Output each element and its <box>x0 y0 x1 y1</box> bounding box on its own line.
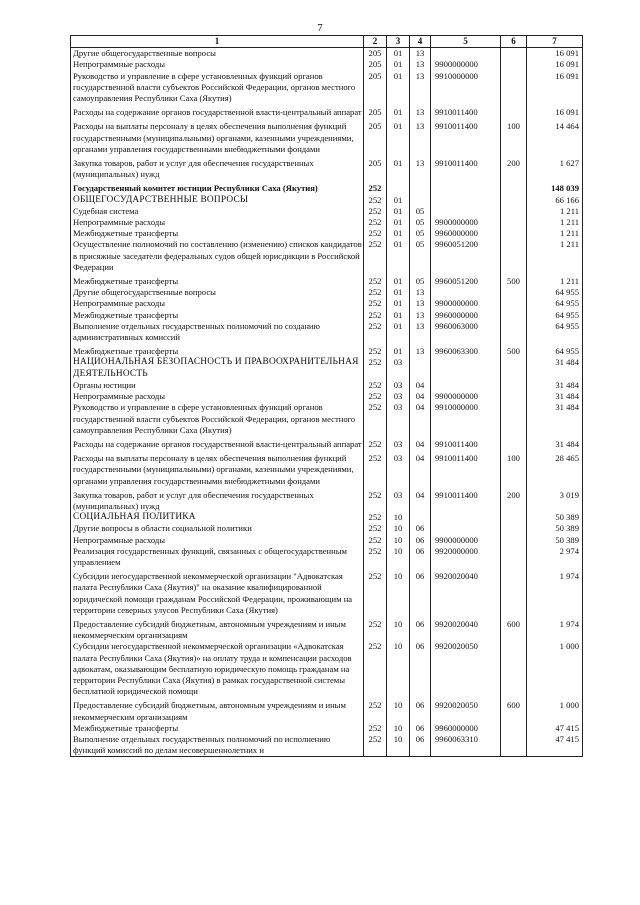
subsection-code: 06 <box>410 697 431 722</box>
item-name: Непрограммные расходы <box>71 298 364 309</box>
item-name: Реализация государственных функций, связанных с общегосударственным управлением <box>71 546 364 568</box>
item-name: Непрограммные расходы <box>71 535 364 546</box>
item-name: Непрограммные расходы <box>71 217 364 228</box>
target-article-code <box>431 357 501 379</box>
section-code: 01 <box>387 343 410 357</box>
target-article-code: 9910000000 <box>431 71 501 105</box>
expense-type-code <box>501 287 527 298</box>
amount: 16 091 <box>527 59 583 70</box>
subsection-code: 06 <box>410 616 431 641</box>
section-code: 10 <box>387 723 410 734</box>
expense-type-code: 500 <box>501 273 527 287</box>
amount: 64 955 <box>527 321 583 343</box>
subsection-code: 04 <box>410 402 431 436</box>
table-row <box>71 48 583 60</box>
header-cell: 2 <box>364 36 387 48</box>
section-code: 01 <box>387 206 410 217</box>
section-code: 10 <box>387 568 410 616</box>
admin-code: 252 <box>364 357 387 379</box>
header-cell: 3 <box>387 36 410 48</box>
table-row <box>71 487 583 512</box>
amount: 1 211 <box>527 206 583 217</box>
item-name: Межбюджетные трансферты <box>71 273 364 287</box>
subsection-code: 04 <box>410 450 431 487</box>
section-code: 01 <box>387 59 410 70</box>
item-name: Расходы на содержание органов государственной власти-центральный аппарат <box>71 104 364 118</box>
section-code: 01 <box>387 217 410 228</box>
amount: 31 484 <box>527 380 583 391</box>
item-name: Расходы на выплаты персоналу в целях обеспечения выполнения функций государственными (муниципальными) органами, казенными учреждениями, органами управления государственными внебюджетными фондами <box>71 450 364 487</box>
target-article-code: 9960051200 <box>431 239 501 273</box>
expense-type-code <box>501 239 527 273</box>
subsection-code: 04 <box>410 436 431 450</box>
expense-type-code <box>501 59 527 70</box>
header-cell: 1 <box>71 36 364 48</box>
amount: 3 019 <box>527 487 583 512</box>
item-name: Предоставление субсидий бюджетным, автономным учреждениям и иным некоммерческим организациям <box>71 697 364 722</box>
expense-type-code: 100 <box>501 450 527 487</box>
amount: 64 955 <box>527 298 583 309</box>
subsection-code: 13 <box>410 59 431 70</box>
target-article-code: 9900000000 <box>431 298 501 309</box>
admin-code: 252 <box>364 228 387 239</box>
target-article-code: 9910011400 <box>431 104 501 118</box>
expense-type-code: 600 <box>501 616 527 641</box>
amount: 1 974 <box>527 616 583 641</box>
admin-code: 252 <box>364 287 387 298</box>
header-cell: 7 <box>527 36 583 48</box>
item-name: Другие вопросы в области социальной политики <box>71 523 364 534</box>
section-code: 10 <box>387 546 410 568</box>
amount: 28 465 <box>527 450 583 487</box>
admin-code: 252 <box>364 195 387 206</box>
item-name: Межбюджетные трансферты <box>71 228 364 239</box>
section-code: 01 <box>387 118 410 155</box>
item-name: ОБЩЕГОСУДАРСТВЕННЫЕ ВОПРОСЫ <box>71 195 364 206</box>
section-code: 10 <box>387 535 410 546</box>
target-article-code <box>431 380 501 391</box>
expense-type-code <box>501 48 527 60</box>
table-row <box>71 391 583 402</box>
table-row <box>71 697 583 722</box>
item-name: Расходы на выплаты персоналу в целях обеспечения выполнения функций государственными (муниципальными) органами, казенными учреждениями, органами управления государственными внебюджетными фондами <box>71 118 364 155</box>
admin-code: 252 <box>364 217 387 228</box>
expense-type-code <box>501 734 527 757</box>
item-name: НАЦИОНАЛЬНАЯ БЕЗОПАСНОСТЬ И ПРАВООХРАНИТЕЛЬНАЯ ДЕЯТЕЛЬНОСТЬ <box>71 357 364 379</box>
target-article-code <box>431 523 501 534</box>
subsection-code <box>410 195 431 206</box>
table-row <box>71 273 583 287</box>
admin-code: 252 <box>364 310 387 321</box>
section-code: 03 <box>387 402 410 436</box>
admin-code: 205 <box>364 155 387 180</box>
expense-type-code <box>501 535 527 546</box>
table-row <box>71 450 583 487</box>
section-code: 01 <box>387 273 410 287</box>
admin-code: 205 <box>364 59 387 70</box>
table-row <box>71 310 583 321</box>
expense-type-code: 100 <box>501 118 527 155</box>
item-name: Судебная система <box>71 206 364 217</box>
table-row <box>71 298 583 309</box>
table-row <box>71 546 583 568</box>
table-row <box>71 343 583 357</box>
item-name: Органы юстиции <box>71 380 364 391</box>
table-row <box>71 512 583 523</box>
amount: 16 091 <box>527 48 583 60</box>
target-article-code: 9960000000 <box>431 723 501 734</box>
subsection-code <box>410 357 431 379</box>
expense-type-code <box>501 228 527 239</box>
admin-code: 252 <box>364 343 387 357</box>
target-article-code: 9910000000 <box>431 402 501 436</box>
amount: 1 211 <box>527 217 583 228</box>
target-article-code <box>431 206 501 217</box>
admin-code: 205 <box>364 48 387 60</box>
expense-type-code: 500 <box>501 343 527 357</box>
item-name: Межбюджетные трансферты <box>71 310 364 321</box>
section-code: 01 <box>387 155 410 180</box>
target-article-code: 9960063310 <box>431 734 501 757</box>
admin-code: 252 <box>364 402 387 436</box>
table-row <box>71 568 583 616</box>
table-row <box>71 402 583 436</box>
subsection-code: 13 <box>410 155 431 180</box>
section-code: 01 <box>387 104 410 118</box>
table-row <box>71 616 583 641</box>
admin-code: 252 <box>364 512 387 523</box>
expense-type-code <box>501 641 527 697</box>
section-code: 10 <box>387 734 410 757</box>
subsection-code: 13 <box>410 287 431 298</box>
section-code: 10 <box>387 616 410 641</box>
amount: 16 091 <box>527 71 583 105</box>
target-article-code <box>431 512 501 523</box>
table-row <box>71 118 583 155</box>
subsection-code: 13 <box>410 71 431 105</box>
table-row <box>71 436 583 450</box>
expense-type-code <box>501 380 527 391</box>
subsection-code: 04 <box>410 391 431 402</box>
expense-type-code <box>501 723 527 734</box>
table-row <box>71 195 583 206</box>
section-code: 10 <box>387 697 410 722</box>
expense-type-code: 600 <box>501 697 527 722</box>
admin-code: 252 <box>364 487 387 512</box>
item-name: Осуществление полномочий по составлению (изменению) списков кандидатов в присяжные заседатели федеральных судов общей юрисдикции в Российской Федерации <box>71 239 364 273</box>
admin-code: 252 <box>364 239 387 273</box>
subsection-code: 05 <box>410 273 431 287</box>
subsection-code: 05 <box>410 239 431 273</box>
section-code: 03 <box>387 380 410 391</box>
amount: 50 389 <box>527 535 583 546</box>
target-article-code: 9910011400 <box>431 155 501 180</box>
target-article-code: 9920020050 <box>431 641 501 697</box>
table-row <box>71 155 583 180</box>
item-name: Субсидии негосударственной некоммерческой организации «Адвокатская палата Республики Саха (Якутия)» на оплату труда и компенсации расходов адвокатам, оказывающим бесплатную юридическую помощь гражданам на территории Республики Саха (Якутия) в рамках государственной системы бесплатной юридической помощи <box>71 641 364 697</box>
section-code: 03 <box>387 436 410 450</box>
table-row <box>71 523 583 534</box>
admin-code: 252 <box>364 273 387 287</box>
section-code: 01 <box>387 298 410 309</box>
amount: 1 974 <box>527 568 583 616</box>
amount: 47 415 <box>527 723 583 734</box>
amount: 64 955 <box>527 343 583 357</box>
admin-code: 252 <box>364 391 387 402</box>
section-code: 01 <box>387 195 410 206</box>
expense-type-code <box>501 206 527 217</box>
item-name: Государственный комитет юстиции Республики Саха (Якутия) <box>71 180 364 194</box>
subsection-code: 13 <box>410 104 431 118</box>
admin-code: 252 <box>364 535 387 546</box>
budget-table <box>70 35 583 757</box>
target-article-code: 9920000000 <box>431 546 501 568</box>
target-article-code: 9920020050 <box>431 697 501 722</box>
target-article-code: 9960000000 <box>431 228 501 239</box>
item-name: Непрограммные расходы <box>71 391 364 402</box>
expense-type-code <box>501 195 527 206</box>
amount: 14 464 <box>527 118 583 155</box>
item-name: СОЦИАЛЬНАЯ ПОЛИТИКА <box>71 512 364 523</box>
item-name: Расходы на содержание органов государственной власти-центральный аппарат <box>71 436 364 450</box>
target-article-code: 9910011400 <box>431 450 501 487</box>
admin-code: 252 <box>364 523 387 534</box>
item-name: Руководство и управление в сфере установленных функций органов государственной власти субъектов Российской Федерации, органов местного самоуправления Республики Саха (Якутия) <box>71 71 364 105</box>
item-name: Непрограммные расходы <box>71 59 364 70</box>
item-name: Закупка товаров, работ и услуг для обеспечения государственных (муниципальных) нужд <box>71 155 364 180</box>
expense-type-code: 200 <box>501 155 527 180</box>
target-article-code: 9900000000 <box>431 59 501 70</box>
target-article-code: 9920020040 <box>431 616 501 641</box>
subsection-code: 13 <box>410 321 431 343</box>
table-row <box>71 357 583 379</box>
expense-type-code <box>501 298 527 309</box>
section-code: 10 <box>387 512 410 523</box>
amount: 1 000 <box>527 697 583 722</box>
target-article-code: 9910011400 <box>431 436 501 450</box>
admin-code: 252 <box>364 180 387 194</box>
admin-code: 252 <box>364 206 387 217</box>
admin-code: 205 <box>364 118 387 155</box>
expense-type-code <box>501 512 527 523</box>
table-row <box>71 287 583 298</box>
subsection-code <box>410 180 431 194</box>
target-article-code <box>431 180 501 194</box>
section-code: 10 <box>387 641 410 697</box>
subsection-code: 05 <box>410 228 431 239</box>
subsection-code: 04 <box>410 487 431 512</box>
table-row <box>71 535 583 546</box>
expense-type-code <box>501 402 527 436</box>
target-article-code: 9910011400 <box>431 118 501 155</box>
expense-type-code: 200 <box>501 487 527 512</box>
table-row <box>71 104 583 118</box>
table-row <box>71 723 583 734</box>
admin-code: 252 <box>364 734 387 757</box>
target-article-code: 9960000000 <box>431 310 501 321</box>
admin-code: 252 <box>364 697 387 722</box>
item-name: Межбюджетные трансферты <box>71 343 364 357</box>
admin-code: 252 <box>364 641 387 697</box>
section-code: 01 <box>387 239 410 273</box>
admin-code: 252 <box>364 436 387 450</box>
item-name: Руководство и управление в сфере установленных функций органов государственной власти субъектов Российской Федерации, органов местного самоуправления Республики Саха (Якутия) <box>71 402 364 436</box>
admin-code: 252 <box>364 298 387 309</box>
admin-code: 205 <box>364 71 387 105</box>
amount: 2 974 <box>527 546 583 568</box>
table-row <box>71 239 583 273</box>
target-article-code <box>431 195 501 206</box>
expense-type-code <box>501 546 527 568</box>
expense-type-code <box>501 357 527 379</box>
item-name: Субсидии негосударственной некоммерческой организации "Адвокатская палата Республики Саха (Якутия)" на оказание квалифицированной юридической помощи гражданам Российской Федерации, проживающим на территории северных улусов Республики Саха (Якутия) <box>71 568 364 616</box>
item-name: Закупка товаров, работ и услуг для обеспечения государственных (муниципальных) нужд <box>71 487 364 512</box>
section-code: 01 <box>387 310 410 321</box>
expense-type-code <box>501 523 527 534</box>
expense-type-code <box>501 310 527 321</box>
amount: 1 211 <box>527 273 583 287</box>
subsection-code: 13 <box>410 298 431 309</box>
amount: 64 955 <box>527 287 583 298</box>
subsection-code: 13 <box>410 310 431 321</box>
subsection-code: 06 <box>410 723 431 734</box>
subsection-code: 05 <box>410 217 431 228</box>
table-row <box>71 180 583 194</box>
amount: 1 211 <box>527 239 583 273</box>
table-header <box>71 36 583 48</box>
subsection-code: 06 <box>410 734 431 757</box>
header-cell: 5 <box>431 36 501 48</box>
section-code: 01 <box>387 71 410 105</box>
table-body <box>71 48 583 757</box>
target-article-code: 9960063300 <box>431 343 501 357</box>
item-name: Выполнение отдельных государственных полномочий по созданию административных комиссий <box>71 321 364 343</box>
subsection-code <box>410 512 431 523</box>
target-article-code: 9900000000 <box>431 535 501 546</box>
expense-type-code <box>501 436 527 450</box>
subsection-code: 06 <box>410 546 431 568</box>
expense-type-code <box>501 568 527 616</box>
item-name: Другие общегосударственные вопросы <box>71 287 364 298</box>
admin-code: 205 <box>364 104 387 118</box>
section-code: 01 <box>387 48 410 60</box>
target-article-code: 9960063000 <box>431 321 501 343</box>
target-article-code: 9900000000 <box>431 217 501 228</box>
admin-code: 252 <box>364 450 387 487</box>
target-article-code: 9920020040 <box>431 568 501 616</box>
section-code: 03 <box>387 357 410 379</box>
subsection-code: 04 <box>410 380 431 391</box>
subsection-code: 06 <box>410 523 431 534</box>
section-code: 03 <box>387 450 410 487</box>
table-row <box>71 321 583 343</box>
admin-code: 252 <box>364 546 387 568</box>
subsection-code: 13 <box>410 343 431 357</box>
amount: 50 389 <box>527 523 583 534</box>
header-cell: 4 <box>410 36 431 48</box>
item-name: Выполнение отдельных государственных полномочий по исполнению функций комиссий по делам несовершеннолетних и <box>71 734 364 757</box>
amount: 31 484 <box>527 402 583 436</box>
expense-type-code <box>501 104 527 118</box>
admin-code: 252 <box>364 723 387 734</box>
item-name: Предоставление субсидий бюджетным, автономным учреждениям и иным некоммерческим организациям <box>71 616 364 641</box>
admin-code: 252 <box>364 380 387 391</box>
subsection-code: 13 <box>410 118 431 155</box>
expense-type-code <box>501 71 527 105</box>
subsection-code: 06 <box>410 641 431 697</box>
table-row <box>71 71 583 105</box>
subsection-code: 05 <box>410 206 431 217</box>
amount: 148 039 <box>527 180 583 194</box>
table-row <box>71 59 583 70</box>
subsection-code: 06 <box>410 535 431 546</box>
expense-type-code <box>501 391 527 402</box>
section-code: 03 <box>387 487 410 512</box>
expense-type-code <box>501 180 527 194</box>
admin-code: 252 <box>364 568 387 616</box>
admin-code: 252 <box>364 616 387 641</box>
amount: 50 389 <box>527 512 583 523</box>
amount: 47 415 <box>527 734 583 757</box>
table-row <box>71 217 583 228</box>
target-article-code: 9910011400 <box>431 487 501 512</box>
table-row <box>71 228 583 239</box>
target-article-code <box>431 287 501 298</box>
amount: 66 166 <box>527 195 583 206</box>
section-code: 01 <box>387 287 410 298</box>
subsection-code: 13 <box>410 48 431 60</box>
section-code: 01 <box>387 228 410 239</box>
section-code <box>387 180 410 194</box>
admin-code: 252 <box>364 321 387 343</box>
table-row <box>71 641 583 697</box>
table-row <box>71 206 583 217</box>
item-name: Межбюджетные трансферты <box>71 723 364 734</box>
target-article-code: 9960051200 <box>431 273 501 287</box>
amount: 31 484 <box>527 357 583 379</box>
amount: 16 091 <box>527 104 583 118</box>
table-row <box>71 380 583 391</box>
amount: 31 484 <box>527 436 583 450</box>
target-article-code <box>431 48 501 60</box>
section-code: 10 <box>387 523 410 534</box>
amount: 1 000 <box>527 641 583 697</box>
target-article-code: 9900000000 <box>431 391 501 402</box>
table-row <box>71 734 583 757</box>
section-code: 01 <box>387 321 410 343</box>
header-cell: 6 <box>501 36 527 48</box>
expense-type-code <box>501 217 527 228</box>
section-code: 03 <box>387 391 410 402</box>
page-number: 7 <box>317 22 323 34</box>
amount: 64 955 <box>527 310 583 321</box>
amount: 1 211 <box>527 228 583 239</box>
subsection-code: 06 <box>410 568 431 616</box>
expense-type-code <box>501 321 527 343</box>
amount: 31 484 <box>527 391 583 402</box>
amount: 1 627 <box>527 155 583 180</box>
item-name: Другие общегосударственные вопросы <box>71 48 364 60</box>
